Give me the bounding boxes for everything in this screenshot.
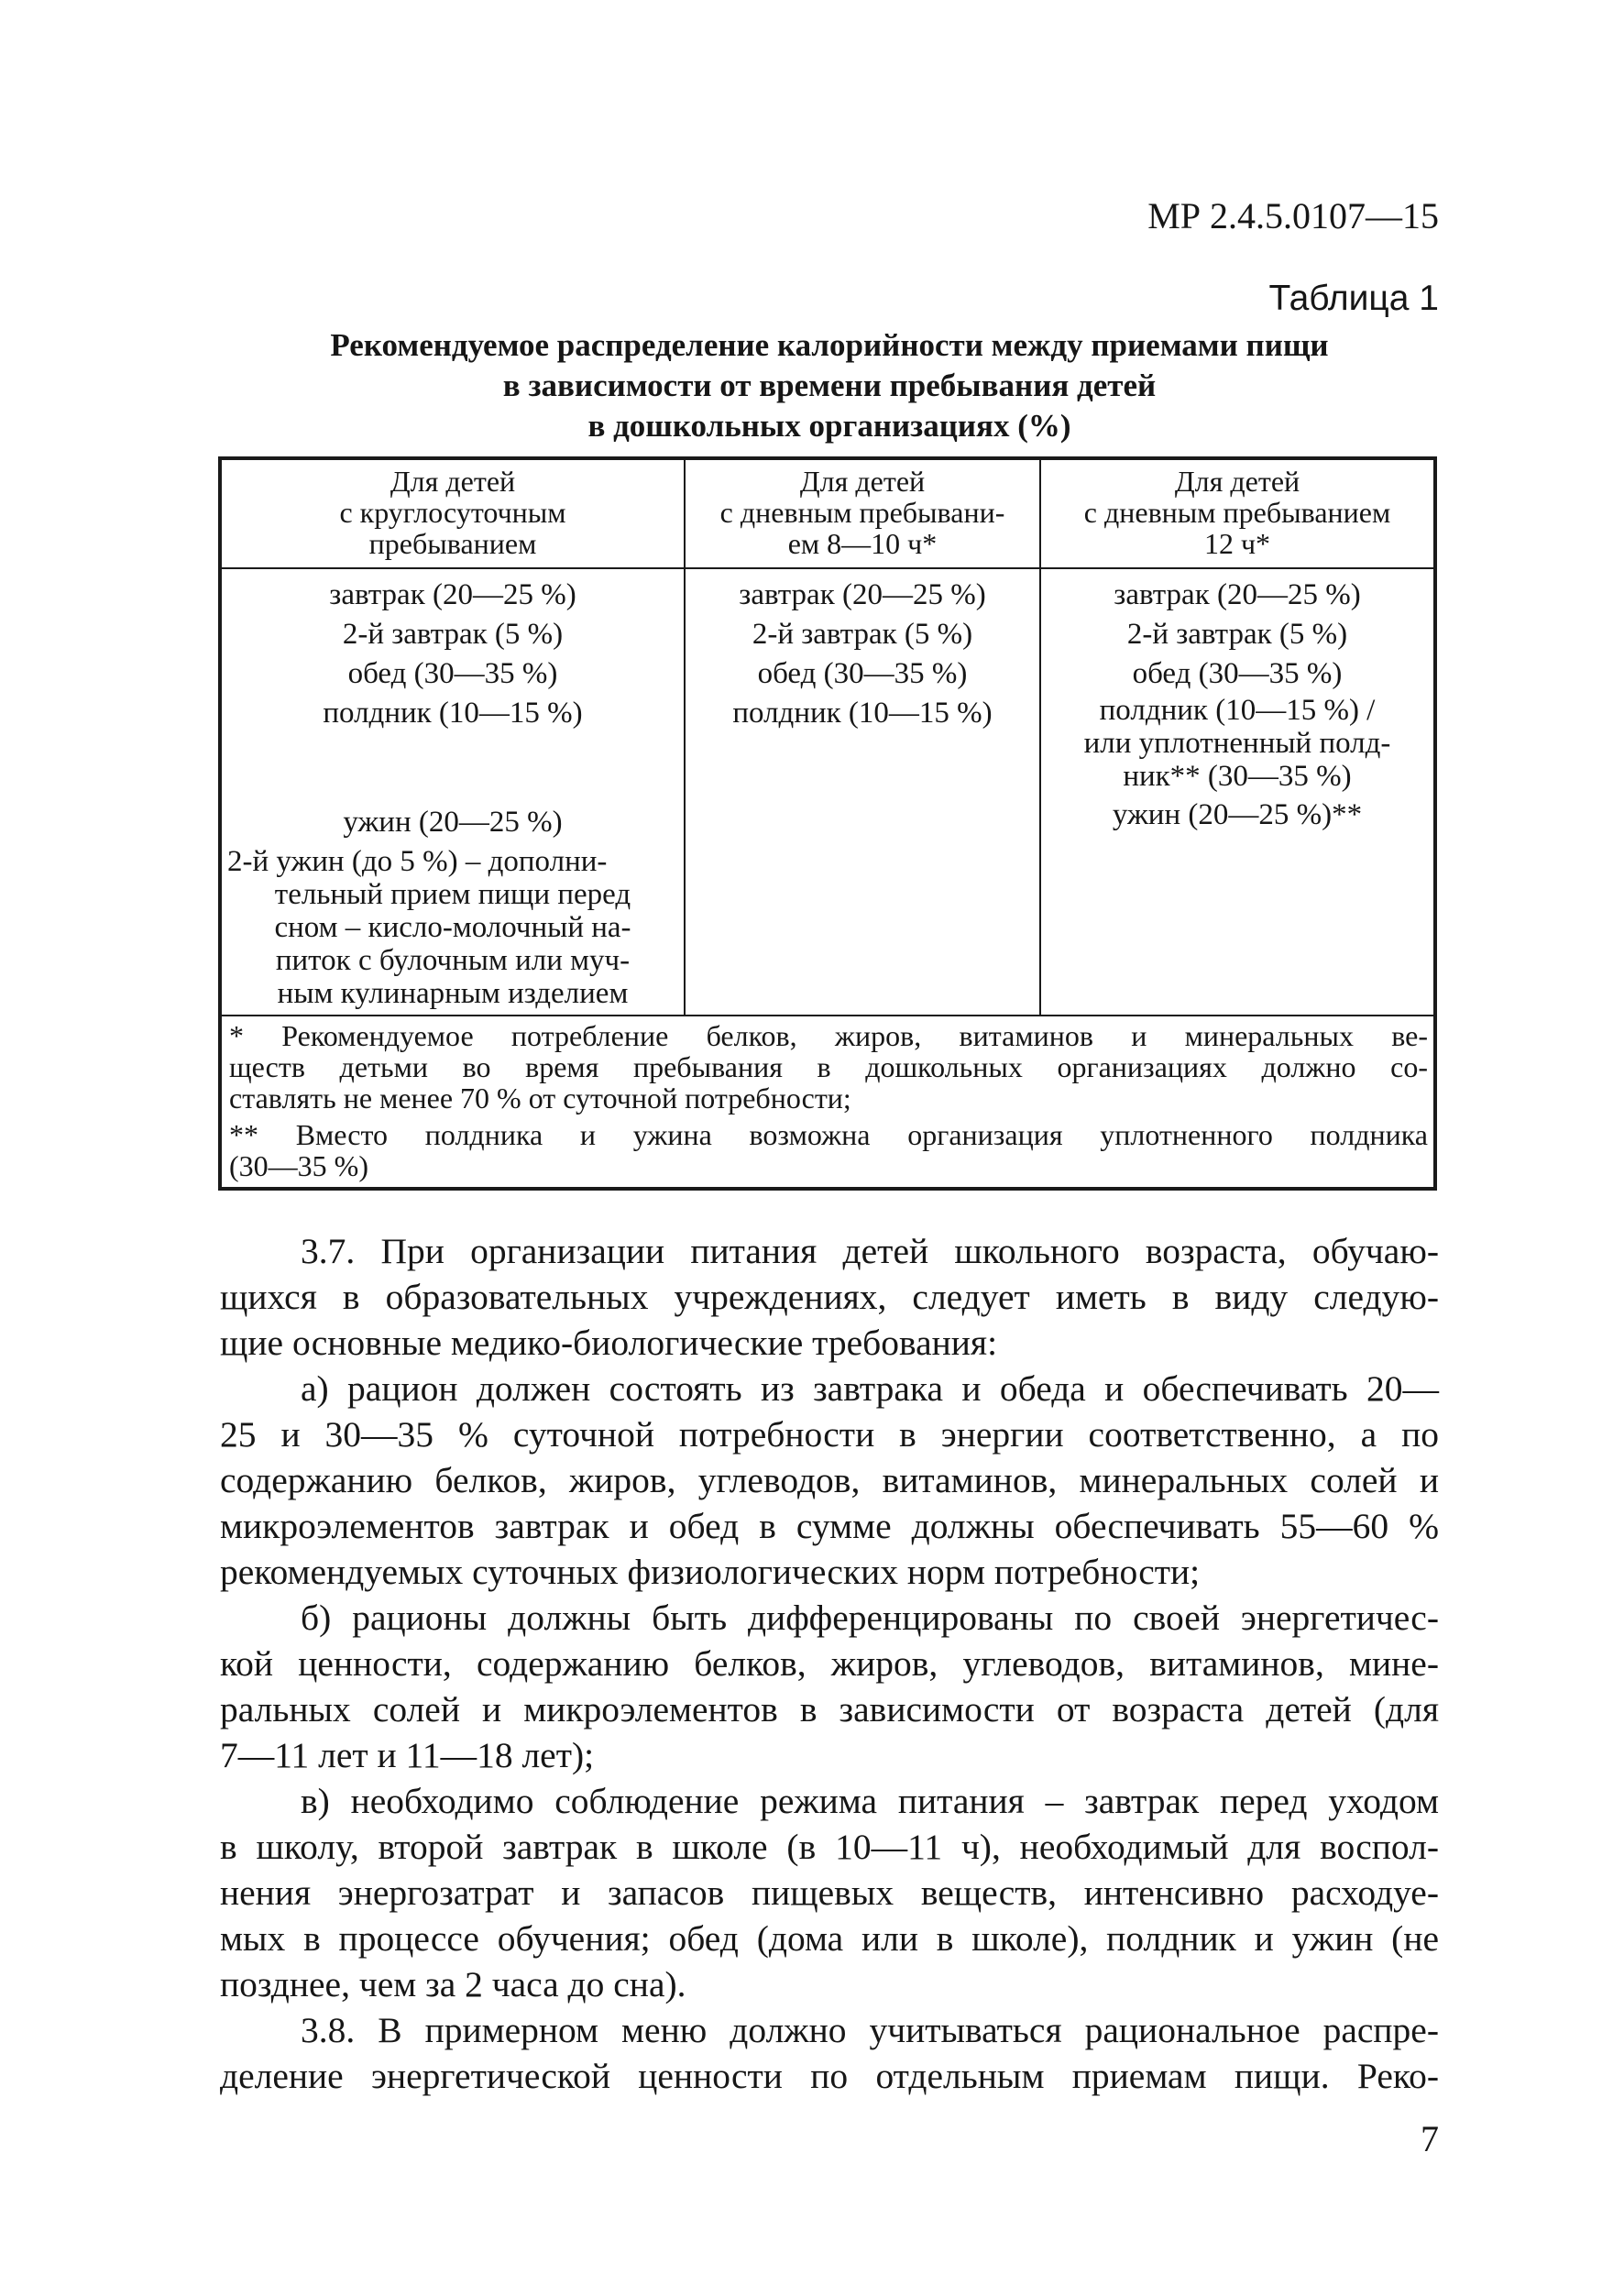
column-header-round-the-clock xyxy=(222,466,684,559)
footnote-line: * Рекомендуемое потребление белков, жиров, витаминов и минеральных ве- xyxy=(229,1019,1428,1052)
text-line: мых в процессе обучения; обед (дома или в школе), полдник и ужин (не xyxy=(220,1918,1439,1959)
table-title xyxy=(220,325,1439,446)
footnote-line: ** Вместо полдника и ужина возможна организация уплотненного полдника xyxy=(229,1118,1428,1151)
header-line: Для детей xyxy=(1174,465,1300,498)
paragraph-3-8 xyxy=(220,2007,1439,2099)
meal-entry: обед (30—35 %) xyxy=(1132,657,1343,690)
meal-entry-line: ным кулинарным изделием xyxy=(277,977,629,1010)
paragraph-item-b xyxy=(220,1595,1439,1778)
meal-entry: полдник (10—15 %) xyxy=(732,697,993,730)
text-line: щие основные медико-биологические требования: xyxy=(220,1323,998,1363)
table-footnote-1 xyxy=(229,1020,1428,1114)
table-title-line: в дошкольных организациях (%) xyxy=(587,408,1071,444)
meal-entry: 2-й завтрак (5 %) xyxy=(752,618,973,651)
header-line: 12 ч* xyxy=(1203,527,1271,560)
meal-entry: обед (30—35 %) xyxy=(757,657,968,690)
footnote-line: ществ детьми во время пребывания в дошкольных организациях должно со- xyxy=(229,1050,1428,1083)
header-line: с дневным пребыванием xyxy=(1083,496,1391,529)
meal-entry: полдник (10—15 %) / xyxy=(1099,694,1376,727)
meal-entry: полдник (10—15 %) xyxy=(323,697,583,730)
meal-entry: завтрак (20—25 %) xyxy=(329,578,576,611)
meal-entry-line: тельный прием пищи перед xyxy=(274,878,631,911)
meal-entry-line: сном – кисло-молочный на- xyxy=(274,911,631,944)
text-line: нения энергозатрат и запасов пищевых веществ, интенсивно расходуе- xyxy=(220,1872,1439,1913)
text-line: микроэлементов завтрак и обед в сумме должны обеспечивать 55—60 % xyxy=(220,1506,1439,1546)
text-line: в школу, второй завтрак в школе (в 10—11 ч), необходимый для воспол- xyxy=(220,1827,1439,1867)
meal-entry: завтрак (20—25 %) xyxy=(1114,578,1361,611)
text-line: 3.8. В примерном меню должно учитываться рациональное распре- xyxy=(301,2010,1439,2050)
paragraph-item-v xyxy=(220,1778,1439,2007)
document-code: МР 2.4.5.0107—15 xyxy=(1147,195,1439,236)
header-line: с круглосуточным xyxy=(339,496,566,529)
footnote-line: (30—35 %) xyxy=(229,1149,368,1182)
notes-divider xyxy=(222,1015,1433,1016)
footnote-line: ставлять не менее 70 % от суточной потребности; xyxy=(229,1082,851,1115)
text-line: б) рационы должны быть дифференцированы по своей энергетичес- xyxy=(301,1598,1439,1638)
header-line: с дневным пребывани- xyxy=(719,496,1005,529)
meal-entry: или уплотненный полд- xyxy=(1083,727,1391,760)
column-header-day-8-10h xyxy=(686,466,1039,559)
meal-entry: обед (30—35 %) xyxy=(347,657,558,690)
text-line: в) необходимо соблюдение режима питания – завтрак перед уходом xyxy=(301,1781,1439,1821)
meal-entry: ник** (30—35 %) xyxy=(1123,760,1352,793)
page-number: 7 xyxy=(1421,2118,1439,2159)
table-title-line: Рекомендуемое распределение калорийности между приемами пищи xyxy=(330,327,1329,363)
text-line: 3.7. При организации питания детей школьного возраста, обучаю- xyxy=(301,1231,1439,1271)
paragraph-item-a xyxy=(220,1366,1439,1595)
column-body-round-the-clock xyxy=(222,576,684,733)
text-line: 7—11 лет и 11—18 лет); xyxy=(220,1735,595,1775)
meal-entry-line: питок с булочным или муч- xyxy=(275,944,631,977)
column-body-day-8-10h xyxy=(686,576,1039,733)
table-title-line: в зависимости от времени пребывания детей xyxy=(502,368,1157,403)
column-header-day-12h xyxy=(1041,466,1433,559)
meal-entry-dinner: ужин (20—25 %) xyxy=(343,806,563,839)
meal-distribution-table xyxy=(218,456,1437,1191)
text-line: 25 и 30—35 % суточной потребности в энергии соответственно, а по xyxy=(220,1414,1439,1455)
text-line: а) рацион должен состоять из завтрака и обеда и обеспечивать 20— xyxy=(301,1368,1439,1409)
text-line: деление энергетической ценности по отдельным приемам пищи. Реко- xyxy=(220,2056,1439,2096)
text-line: рекомендуемых суточных физиологических норм потребности; xyxy=(220,1552,1201,1592)
text-line: ральных солей и микроэлементов в зависимости от возраста детей (для xyxy=(220,1689,1439,1729)
meal-entry: 2-й завтрак (5 %) xyxy=(1126,618,1348,651)
meal-entry: завтрак (20—25 %) xyxy=(739,578,986,611)
text-line: содержанию белков, жиров, углеводов, витаминов, минеральных солей и xyxy=(220,1460,1439,1500)
header-line: Для детей xyxy=(390,465,516,498)
text-line: позднее, чем за 2 часа до сна). xyxy=(220,1964,686,2004)
column-body-day-12h xyxy=(1041,576,1433,694)
header-line: ем 8—10 ч* xyxy=(787,527,938,560)
table-label: Таблица 1 xyxy=(1268,279,1439,318)
table-footnote-2 xyxy=(229,1119,1428,1181)
meal-entry-line: 2-й ужин (до 5 %) – дополни- xyxy=(227,845,608,878)
header-line: Для детей xyxy=(799,465,926,498)
column-body-day-12h-snack xyxy=(1041,694,1433,831)
text-line: кой ценности, содержанию белков, жиров, углеводов, витаминов, мине- xyxy=(220,1643,1439,1684)
text-line: щихся в образовательных учреждениях, следует иметь в виду следую- xyxy=(220,1277,1439,1317)
paragraph-3-7 xyxy=(220,1228,1439,1366)
meal-entry: 2-й завтрак (5 %) xyxy=(342,618,564,651)
body-text xyxy=(220,1228,1439,2099)
meal-entry: ужин (20—25 %)** xyxy=(1112,798,1363,831)
header-line: пребыванием xyxy=(368,527,537,560)
second-dinner-note xyxy=(227,845,678,1010)
header-divider xyxy=(222,567,1433,569)
